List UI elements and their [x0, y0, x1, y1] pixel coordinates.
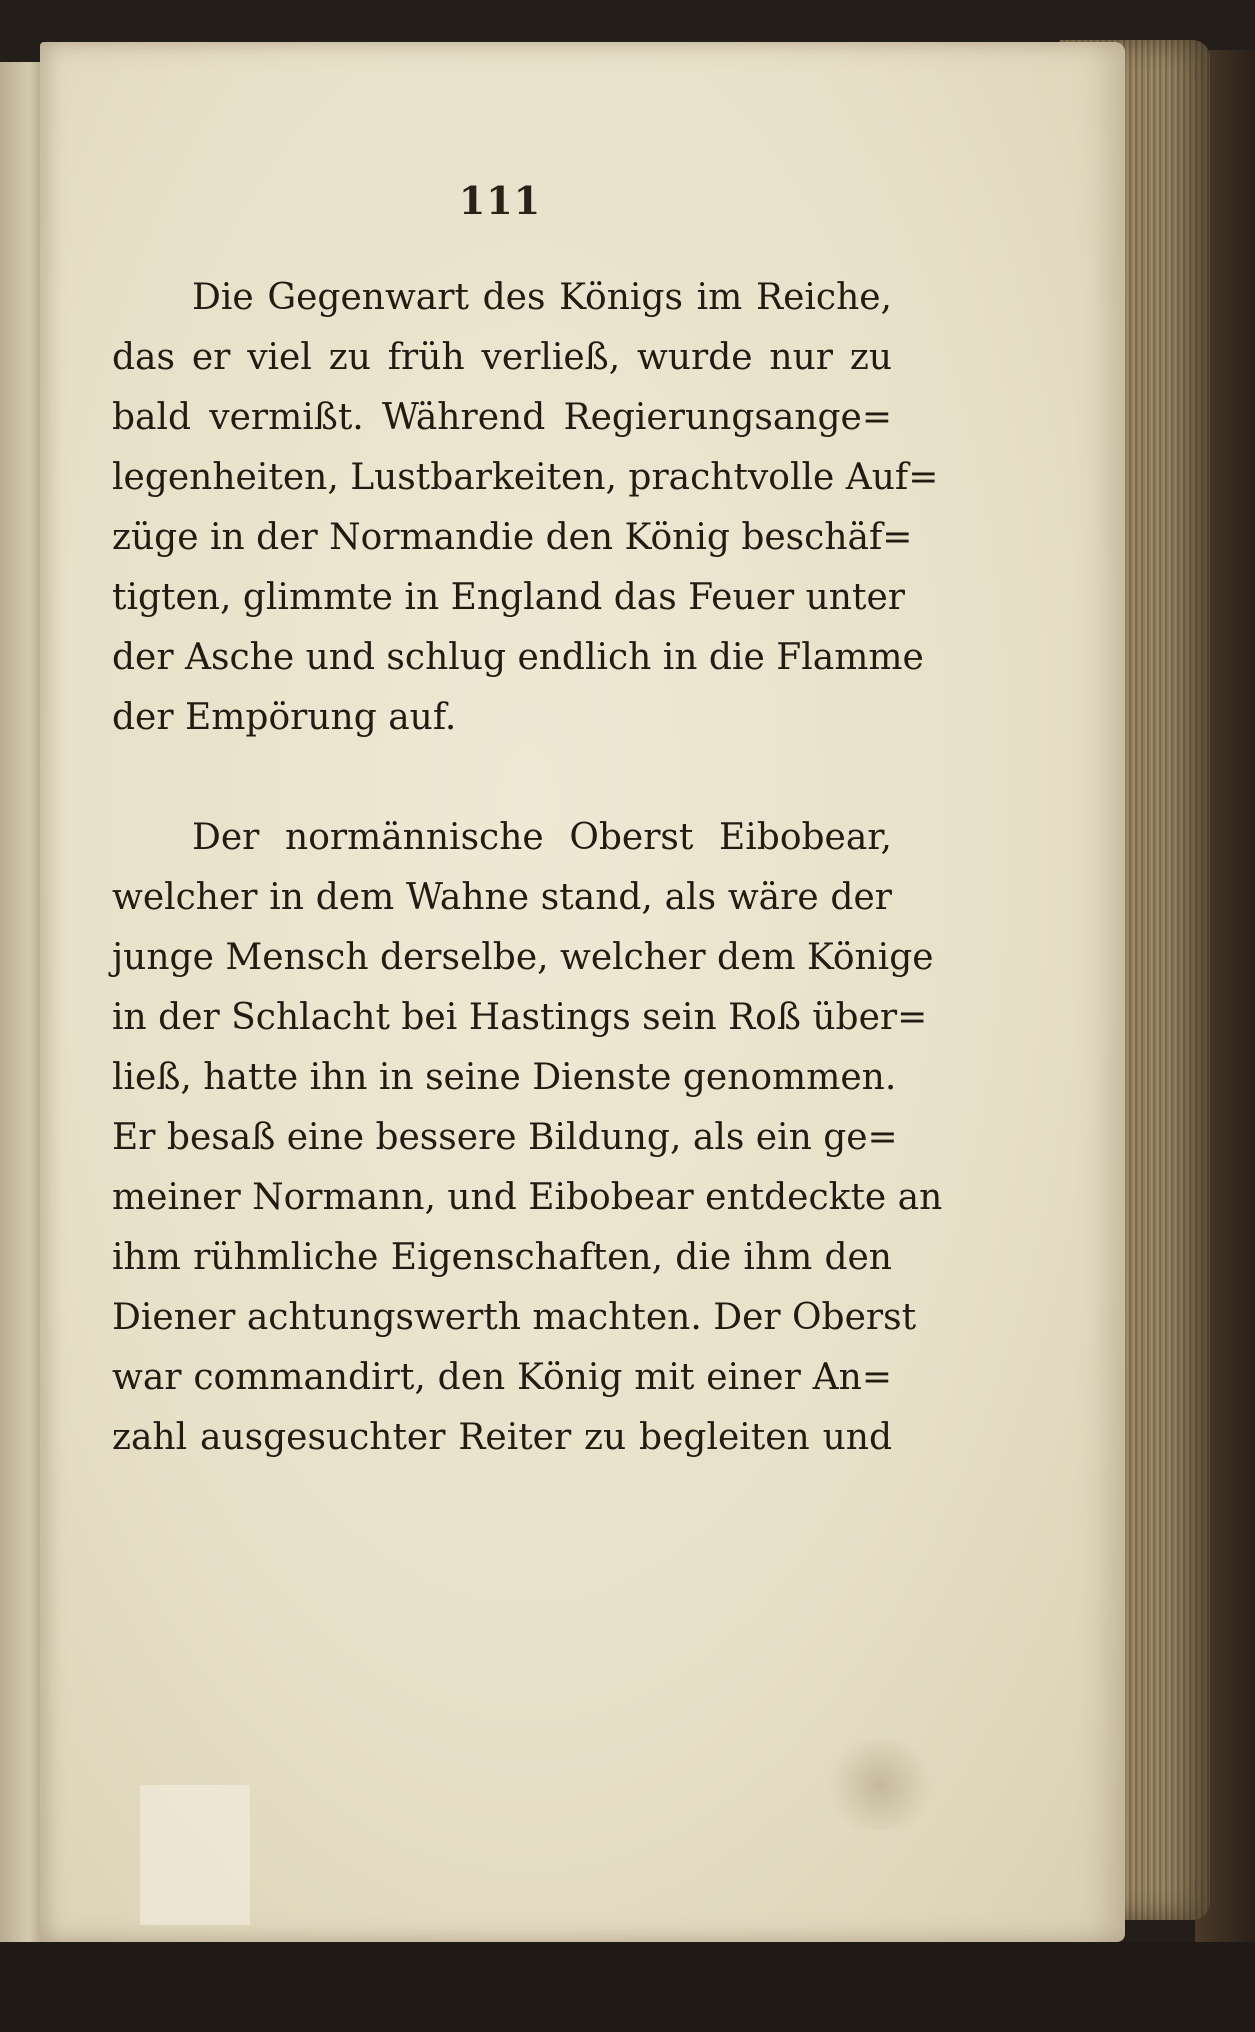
text-line: welcher in dem Wahne stand, als wäre der: [112, 877, 892, 918]
text-line: meiner Normann, und Eibobear entdeckte an: [112, 1177, 943, 1218]
text-line: Die Gegenwart des Königs im Reiche,: [192, 277, 892, 318]
text-line: junge Mensch derselbe, welcher dem Könige: [112, 937, 934, 978]
paper-patch: [140, 1785, 250, 1925]
text-line: ließ, hatte ihn in seine Dienste genommen.: [112, 1057, 897, 1098]
paragraph-2: [112, 808, 943, 1468]
text-line: war commandirt, den König mit einer An=: [112, 1357, 892, 1398]
text-line: tigten, glimmte in England das Feuer unter: [112, 577, 905, 618]
paragraph-1: [112, 268, 939, 748]
text-line: der Asche und schlug endlich in die Flamme: [112, 637, 924, 678]
text-line: das er viel zu früh verließ, wurde nur zu: [112, 337, 892, 378]
text-line: zahl ausgesuchter Reiter zu begleiten und: [112, 1417, 892, 1458]
paper-stain: [820, 1740, 940, 1830]
text-line: Diener achtungswerth machten. Der Oberst: [112, 1297, 917, 1338]
text-line: ihm rühmliche Eigenschaften, die ihm den: [112, 1237, 892, 1278]
text-line: der Empörung auf.: [112, 697, 457, 738]
text-line: Er besaß eine bessere Bildung, als ein ge=: [112, 1117, 898, 1158]
background-surface: [0, 1942, 1255, 2032]
text-line: Der normännische Oberst Eibobear,: [192, 817, 892, 858]
text-line: züge in der Normandie den König beschäf=: [112, 517, 913, 558]
text-line: legenheiten, Lustbarkeiten, prachtvolle Auf=: [112, 457, 939, 498]
page-number: 111: [458, 178, 542, 223]
text-line: bald vermißt. Während Regierungsange=: [112, 397, 892, 438]
body-text: [112, 268, 943, 1468]
text-line: in der Schlacht bei Hastings sein Roß über=: [112, 997, 928, 1038]
